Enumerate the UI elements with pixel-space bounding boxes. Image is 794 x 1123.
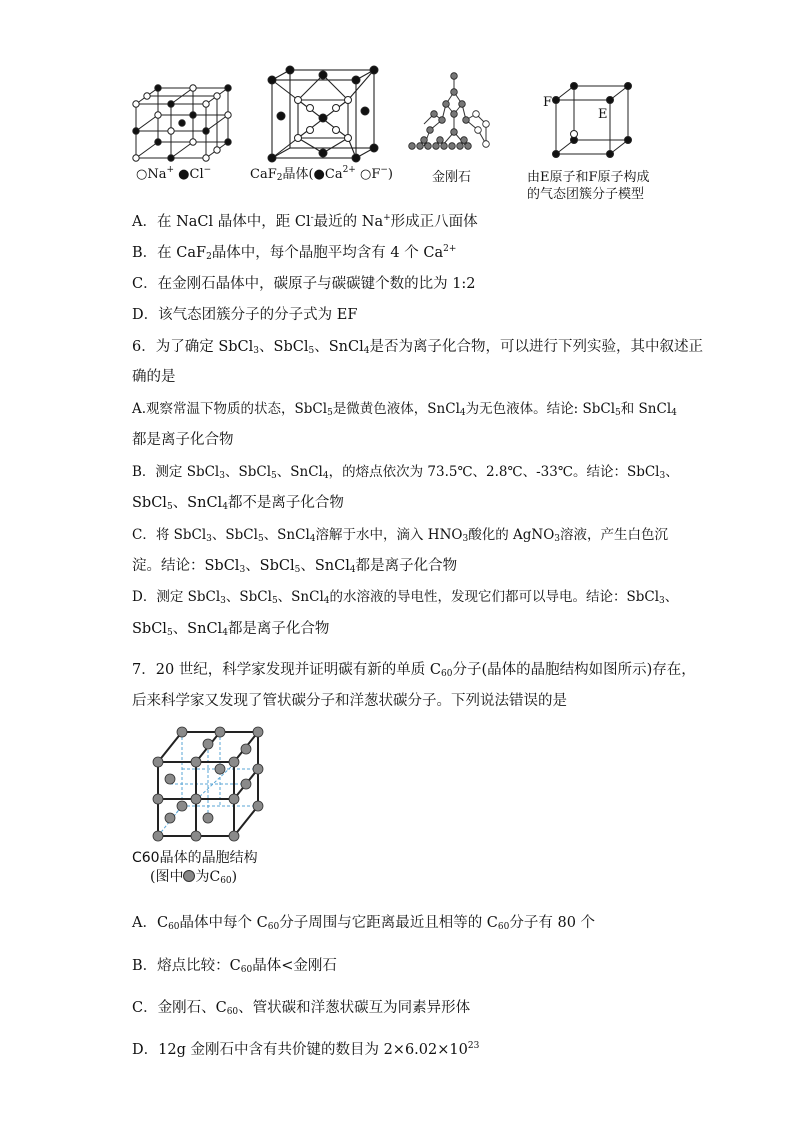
q6-option-d-line1: D．测定 SbCl$_3$、SbCl$_5$、SnCl$_4$的水溶液的导电性，发现它们都可以导电。结论：SbCl$_3$、	[132, 589, 679, 606]
q7-option-c: C．金刚石、$C_{60}$、管状碳和洋葱状碳互为同素异形体	[132, 1000, 471, 1017]
q5-option-c: C．在金刚石晶体中，碳原子与碳碳键个数的比为 1:2	[132, 276, 476, 292]
white-circle-icon: ○	[360, 167, 372, 182]
cluster-caption-line2: 的气态团簇分子模型	[527, 187, 645, 202]
q7-option-d: D．12g 金刚石中含有共价键的数目为 $2\times 6.02\times 10^{23}$	[132, 1041, 480, 1058]
c60-caption-line1: C60晶体的晶胞结构	[132, 850, 258, 866]
cluster-molecule-figure	[544, 82, 634, 158]
caf2-caption: CaF$_2$晶体($●Ca^{2+}$ ○F−)	[250, 165, 393, 183]
q7-option-b: B．熔点比较：$C_{60}$晶体<金刚石	[132, 958, 337, 975]
q6-option-c-line1: C．将 SbCl$_3$、SbCl$_5$、SnCl$_4$溶解于水中，滴入 $HNO_3$酸化的 AgNO$_3$溶液，产生白色沉	[132, 527, 668, 544]
q6-option-c-line2: 淀。结论：SbCl$_3$、SbCl$_5$、SnCl$_4$都是离子化合物	[132, 558, 458, 575]
q5-option-d: D．该气态团簇分子的分子式为 EF	[132, 307, 358, 323]
q6-option-b-line2: SbCl$_5$、SnCl$_4$都不是离子化合物	[132, 495, 344, 512]
q6-stem-line2: 确的是	[132, 369, 176, 385]
black-circle-icon: ●	[178, 167, 190, 182]
q7-option-a: A．$C_{60}$晶体中每个 $C_{60}$分子周围与它距离最近且相等的 $C_{60}$分子有 80 个	[132, 915, 596, 932]
cluster-label-f: F	[543, 95, 553, 110]
caf2-lattice-figure	[268, 66, 378, 162]
diamond-caption: 金刚石	[432, 170, 472, 185]
c60-caption-line2: (图中 为$C_{60}$)	[150, 869, 238, 886]
q6-stem-line1: 6．为了确定 SbCl$_3$、SbCl$_5$、SnCl$_4$是否为离子化合物，可以进行下列实验，其中叙述正	[132, 339, 703, 356]
q7-stem-line1: 7．20 世纪，科学家发现并证明碳有新的单质 $C_{60}$分子(晶体的晶胞结构如图所示)存在，	[132, 662, 696, 679]
c60-lattice-figure	[148, 722, 268, 844]
c60-sphere-icon	[183, 870, 195, 882]
black-circle-icon: ●	[313, 167, 325, 182]
q6-option-a-line1: A.观察常温下物质的状态，SbCl$_5$是微黄色液体，SnCl$_4$为无色液体。结论: SbCl$_5$和 SnCl$_4$	[132, 401, 677, 418]
diamond-lattice-figure	[406, 70, 496, 156]
q5-option-a: A．在 NaCl 晶体中，距 Cl-最近的 Na+形成正八面体	[132, 213, 478, 230]
q5-option-b: B．在 CaF$_2$晶体中，每个晶胞平均含有 4 个 $Ca^{2+}$	[132, 244, 457, 262]
cluster-caption-line1: 由E原子和F原子构成	[527, 170, 650, 185]
q6-option-d-line2: SbCl$_5$、SnCl$_4$都是离子化合物	[132, 621, 330, 638]
q6-option-a-line2: 都是离子化合物	[132, 432, 234, 448]
cluster-label-e: E	[598, 107, 608, 122]
q7-stem-line2: 后来科学家又发现了管状碳分子和洋葱状碳分子。下列说法错误的是	[132, 693, 567, 709]
white-circle-icon: ○	[136, 167, 148, 182]
q6-option-b-line1: B．测定 SbCl$_3$、SbCl$_5$、SnCl$_4$，的熔点依次为 73.5℃、2.8℃、-33℃。结论：SbCl$_3$、	[132, 464, 679, 481]
nacl-legend: ○Na+ ●Cl−	[136, 165, 212, 182]
nacl-lattice-figure	[132, 82, 232, 162]
